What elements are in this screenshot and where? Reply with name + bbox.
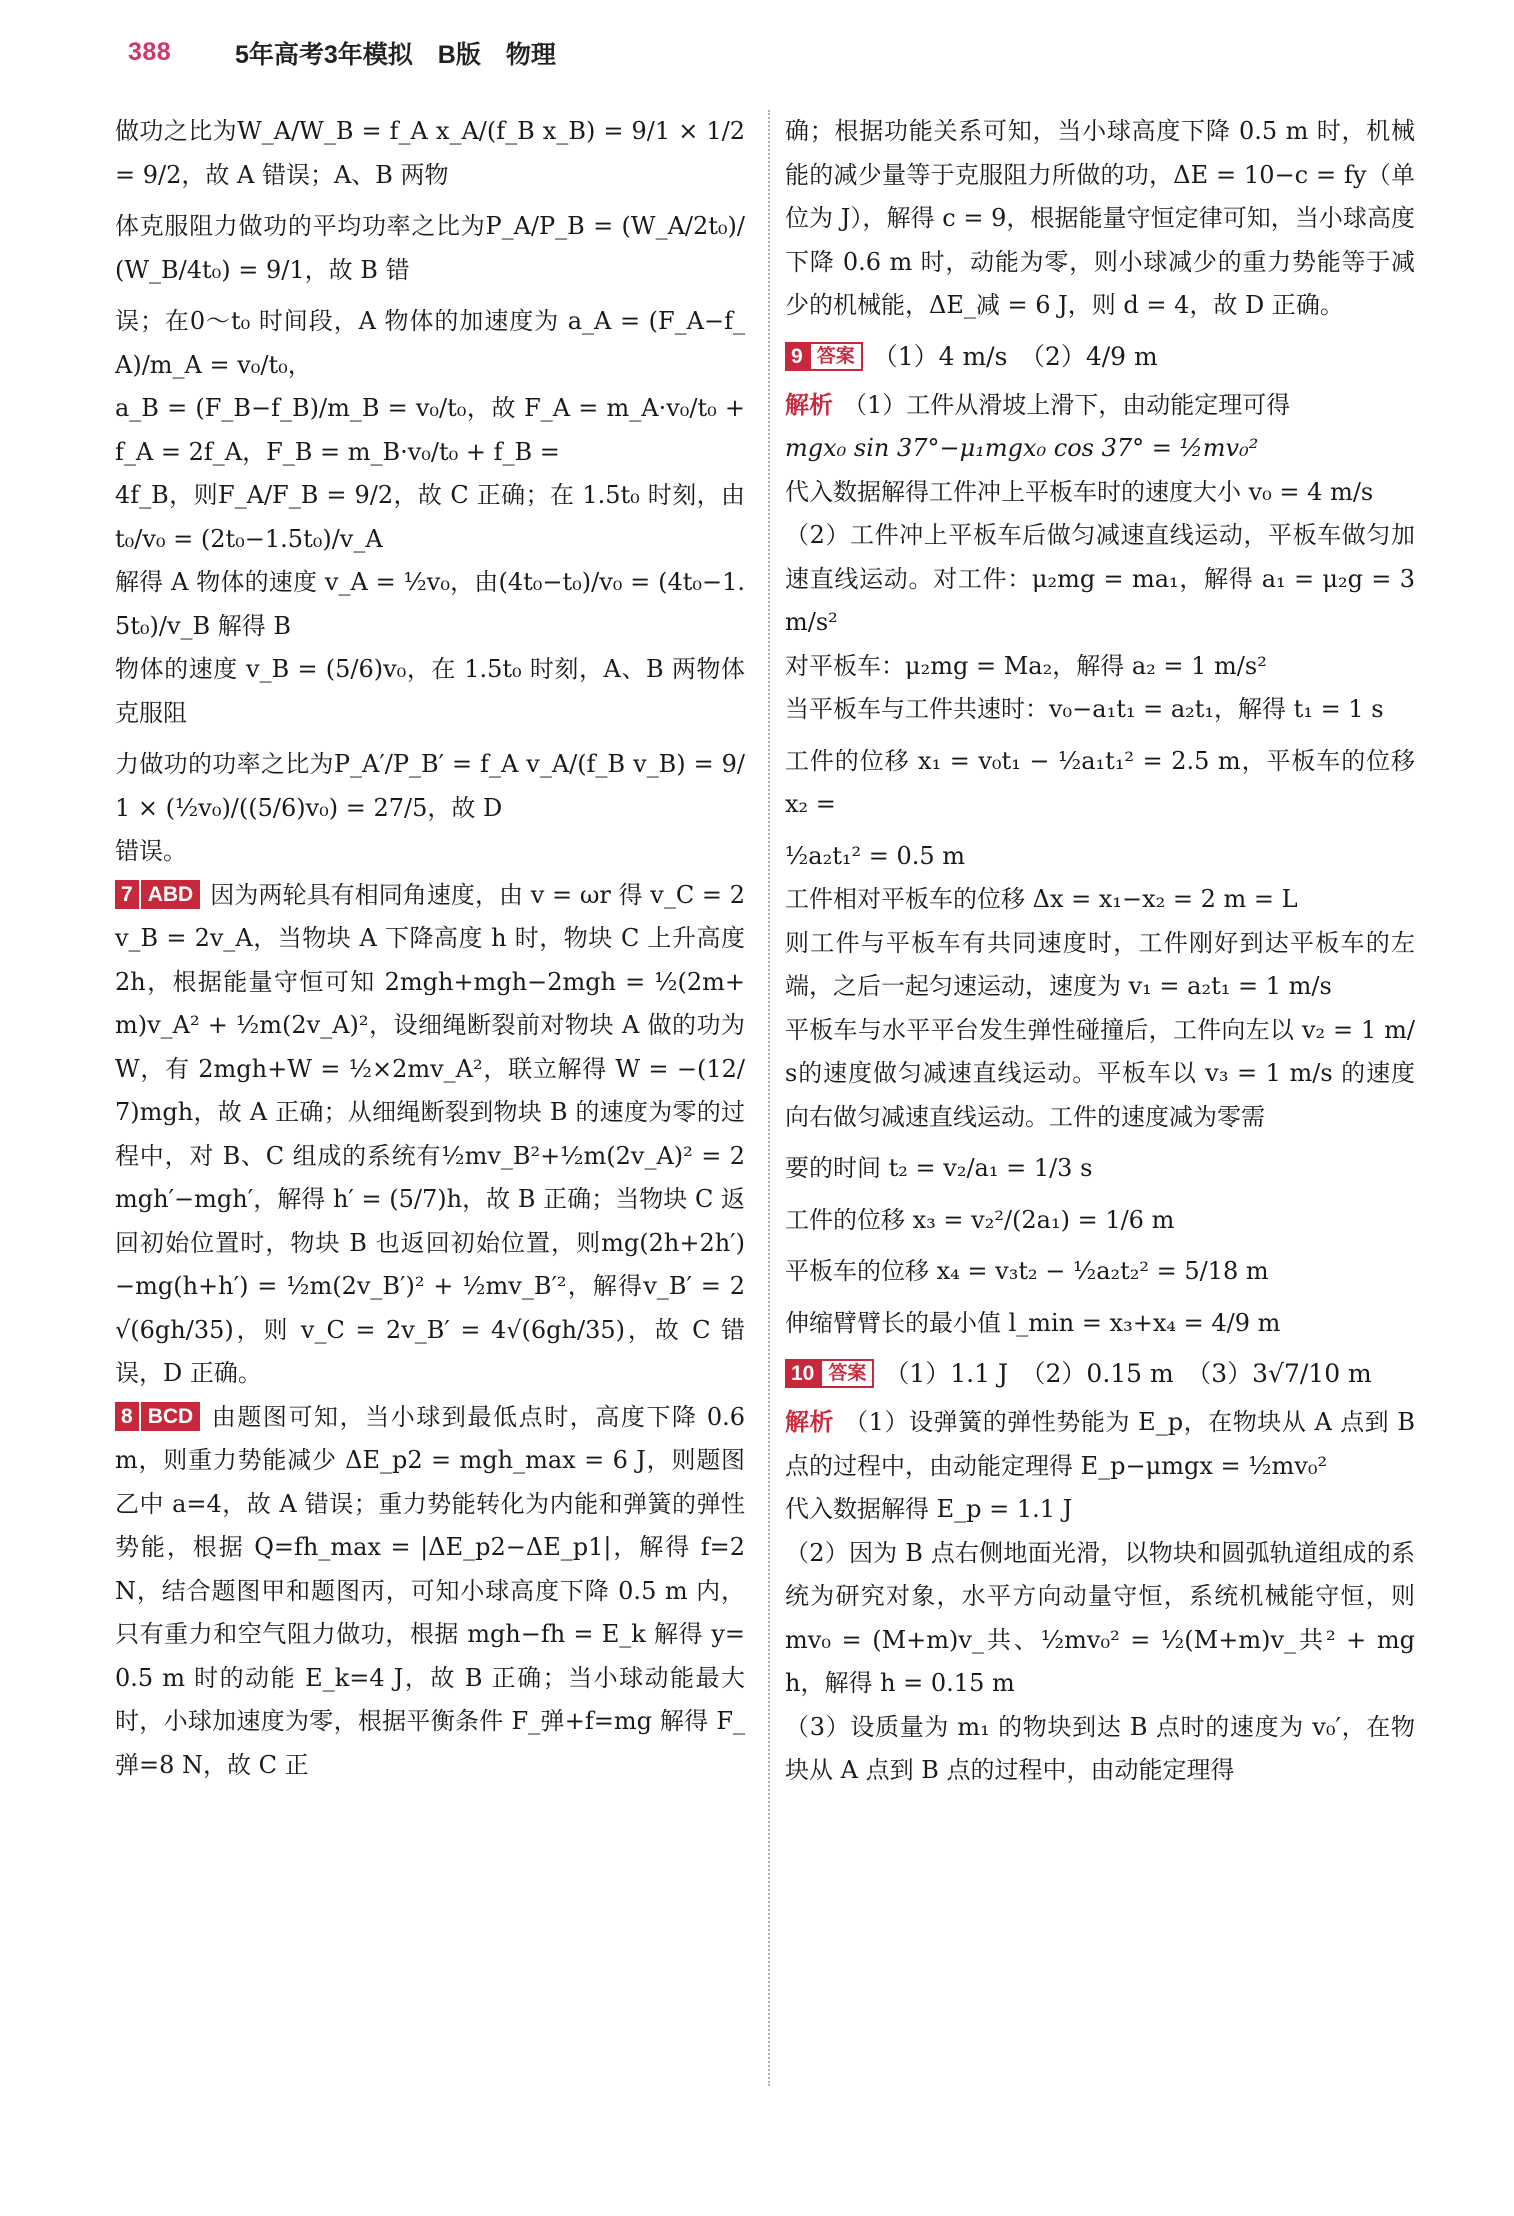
left-column	[115, 110, 745, 2156]
solution-text: 解得 A 物体的速度 v_A = ½v₀，由(4t₀−t₀)/v₀ = (4t₀−1.5t₀)/v_B 解得 B	[115, 568, 745, 640]
solution-text: 物体的速度 v_B = (5/6)v₀，在 1.5t₀ 时刻，A、B 两物体克服阻	[115, 655, 745, 727]
solution-text: 当平板车与工件共速时：v₀−a₁t₁ = a₂t₁，解得 t₁ = 1 s	[785, 695, 1384, 723]
solution-text: 做功之比为W_A/W_B = f_A x_A/(f_B x_B) = 9/1 × 1/2 = 9/2，故 A 错误；A、B 两物	[115, 117, 745, 189]
page-number: 388	[128, 38, 172, 66]
solution-text: 解析 （1）设弹簧的弹性势能为 E_p，在物块从 A 点到 B 点的过程中，由动能定理得 E_p−μmgx = ½mv₀²	[785, 1408, 1415, 1480]
solution-text: 代入数据解得 E_p = 1.1 J	[785, 1495, 1073, 1523]
solution-text: 伸缩臂臂长的最小值 l_min = x₃+x₄ = 4/9 m	[785, 1308, 1281, 1337]
answer-8-text: 由题图可知，当小球到最低点时，高度下降 0.6 m，则重力势能减少 ΔE_p2 = mgh_max = 6 J，则题图乙中 a=4，故 A 错误；重力势能转化为内能和弹簧的弹性势能，根据 Q=fh_max = |ΔE_p2−ΔE_p1|，解得 f=2 N，结合题图甲和题图丙，可知小球高度下降 0.5 m 内，只有重力和空气阻力做功，根据 mgh−fh = E_k 解得 y=0.5 m 时的动能 E_k=4 J，故 B 正确；当小球动能最大时，小球加速度为零，根据平衡条件 F_弹+f=mg 解得 F_弹=8 N，故 C 正	[115, 1402, 745, 1779]
analysis-label: 解析	[785, 390, 833, 419]
solution-text: 错误。	[115, 837, 187, 865]
answer-choice: ABD	[141, 880, 201, 909]
solution-text: 确；根据功能关系可知，当小球高度下降 0.5 m 时，机械能的减少量等于克服阻力所做的功，ΔE = 10−c = fy（单位为 J），解得 c = 9，根据能量守恒定律可知，当小球高度下降 0.6 m 时，动能为零，则小球减少的重力势能等于减少的机械能，ΔE_减 = 6 J，则 d = 4，故 D 正确。	[785, 117, 1415, 319]
solution-text: 平板车与水平平台发生弹性碰撞后，工件向左以 v₂ = 1 m/s的速度做匀减速直线运动。平板车以 v₃ = 1 m/s 的速度向右做匀减速直线运动。工件的速度减为零需	[785, 1015, 1415, 1131]
question-number: 9	[785, 342, 809, 371]
question-number: 8	[115, 1402, 139, 1431]
solution-text: 代入数据解得工件冲上平板车时的速度大小 v₀ = 4 m/s	[785, 477, 1374, 506]
answer-10-value: （1）1.1 J （2）0.15 m （3）3√7/10 m	[884, 1359, 1372, 1388]
answer-7-text: 因为两轮具有相同角速度，由 v = ωr 得 v_C = 2v_B = 2v_A，当物块 A 下降高度 h 时，物块 C 上升高度 2h，根据能量守恒可知 2mgh+mgh−2mgh = ½(2m+m)v_A² + ½m(2v_A)²，设细绳断裂前对物块 A 做的功为 W，有 2mgh+W = ½×2mv_A²，联立解得 W = −(12/7)mgh，故 A 正确；从细绳断裂到物块 B 的速度为零的过程中，对 B、C 组成的系统有½mv_B²+½m(2v_A)² = 2mgh′−mgh′，解得 h′ = (5/7)h，故 B 正确；当物块 C 返回初始位置时，物块 B 也返回初始位置，则mg(2h+2h′)−mg(h+h′) = ½m(2v_B′)² + ½mv_B′²，解得v_B′ = 2√(6gh/35)，则 v_C = 2v_B′ = 4√(6gh/35)，故 C 错误，D 正确。	[115, 880, 745, 1387]
analysis-label: 解析	[785, 1408, 835, 1436]
book-title: 5年高考3年模拟 B版 物理	[235, 41, 556, 69]
solution-text: ½a₂t₁² = 0.5 m	[785, 841, 965, 870]
solution-text: 误；在0～t₀ 时间段，A 物体的加速度为 a_A = (F_A−f_A)/m_A = v₀/t₀，	[115, 307, 745, 379]
column-divider	[768, 110, 770, 2086]
answer-8-block	[115, 1396, 745, 1788]
equation: mgx₀ sin 37°−μ₁mgx₀ cos 37° = ½mv₀²	[785, 434, 1259, 462]
answer-badge	[785, 1359, 874, 1388]
solution-text: （2）因为 B 点右侧地面光滑，以物块和圆弧轨道组成的系统为研究对象，水平方向动量守恒，系统机械能守恒，则 mv₀ = (M+m)v_共、½mv₀² = ½(M+m)v_共² + mgh，解得 h = 0.15 m	[785, 1538, 1415, 1697]
answer-9-value: （1）4 m/s （2）4/9 m	[872, 341, 1158, 371]
solution-text: 平板车的位移 x₄ = v₃t₂ − ½a₂t₂² = 5/18 m	[785, 1257, 1269, 1285]
answer-choice: BCD	[141, 1402, 201, 1431]
solution-text: 要的时间 t₂ = v₂/a₁ = 1/3 s	[785, 1154, 1093, 1182]
answer-badge	[785, 342, 863, 371]
solution-text: 工件相对平板车的位移 Δx = x₁−x₂ = 2 m = L	[785, 885, 1298, 913]
solution-text: 则工件与平板车有共同速度时，工件刚好到达平板车的左端，之后一起匀速运动，速度为 v₁ = a₂t₁ = 1 m/s	[785, 928, 1415, 1000]
right-column	[785, 110, 1415, 2156]
answer-badge	[115, 880, 200, 909]
answer-10-line	[785, 1351, 1415, 1397]
solution-text: 对平板车：μ₂mg = Ma₂，解得 a₂ = 1 m/s²	[785, 651, 1267, 680]
solution-text: 工件的位移 x₃ = v₂²/(2a₁) = 1/6 m	[785, 1205, 1175, 1234]
solution-text: （3）设质量为 m₁ 的物块到达 B 点时的速度为 v₀′，在物块从 A 点到 B 点的过程中，由动能定理得	[785, 1712, 1415, 1784]
question-number: 7	[115, 880, 139, 909]
answer-7-block	[115, 874, 745, 1396]
solution-text: 力做功的功率之比为P_A′/P_B′ = f_A v_A/(f_B v_B) = 9/1 × (½v₀)/((5/6)v₀) = 27/5，故 D	[115, 750, 745, 822]
solution-text: a_B = (F_B−f_B)/m_B = v₀/t₀，故 F_A = m_A·v₀/t₀ + f_A = 2f_A，F_B = m_B·v₀/t₀ + f_B =	[115, 394, 745, 466]
solution-text: 体克服阻力做功的平均功率之比为P_A/P_B = (W_A/2t₀)/(W_B/4t₀) = 9/1，故 B 错	[115, 212, 745, 284]
answer-9-line	[785, 334, 1415, 380]
solution-text: 工件的位移 x₁ = v₀t₁ − ½a₁t₁² = 2.5 m，平板车的位移 x₂ =	[785, 746, 1415, 818]
answer-label: 答案	[809, 342, 863, 371]
answer-label: 答案	[820, 1359, 874, 1388]
answer-badge	[115, 1402, 200, 1431]
solution-text: 解析 （1）工件从滑坡上滑下，由动能定理可得	[785, 390, 1291, 419]
solution-text: （2）工件冲上平板车后做匀减速直线运动，平板车做匀加速直线运动。对工件：μ₂mg = ma₁，解得 a₁ = μ₂g = 3 m/s²	[785, 521, 1415, 636]
question-number: 10	[785, 1359, 820, 1388]
solution-text: 4f_B，则F_A/F_B = 9/2，故 C 正确；在 1.5t₀ 时刻，由t₀/v₀ = (2t₀−1.5t₀)/v_A	[115, 481, 745, 553]
